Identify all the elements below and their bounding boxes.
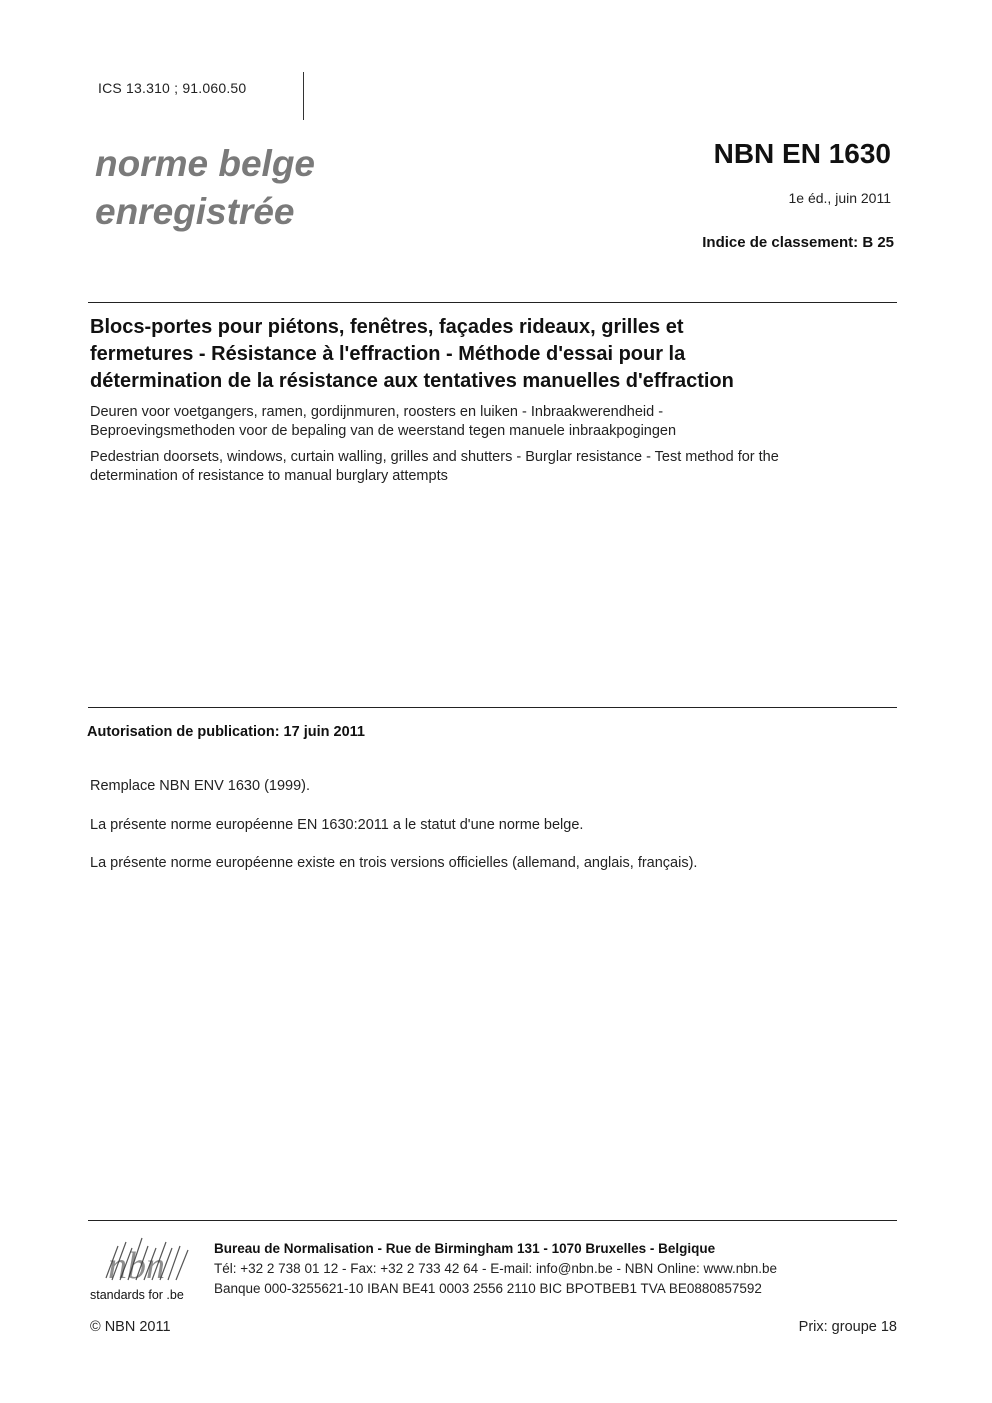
title-french xyxy=(90,314,890,395)
header-divider xyxy=(303,72,304,120)
nbn-logo-graphic xyxy=(88,1228,198,1304)
publication-rule xyxy=(88,707,897,708)
title-dutch-line-2: Beproevingsmethoden voor de bepaling van de weerstand tegen manuele inbraakpogingen xyxy=(90,423,677,439)
classification-index: Indice de classement: B 25 xyxy=(702,234,894,251)
logo-letters: nbn xyxy=(108,1245,165,1287)
nbn-logo xyxy=(88,1228,198,1304)
contact-info: Tél: +32 2 738 01 12 - Fax: +32 2 733 42 64 - E-mail: info@nbn.be - NBN Online: www.nbn.be xyxy=(214,1261,778,1276)
title-english xyxy=(90,448,890,486)
title-english-line-2: determination of resistance to manual burglary attempts xyxy=(90,468,448,484)
title-english-line-1: Pedestrian doorsets, windows, curtain walling, grilles and shutters - Burglar resistance - Test method for the xyxy=(90,449,779,465)
ics-code: ICS 13.310 ; 91.060.50 xyxy=(98,80,247,96)
title-top-rule xyxy=(88,302,897,303)
standard-number: NBN EN 1630 xyxy=(713,138,891,169)
norme-line-1: norme belge xyxy=(95,143,315,184)
norme-belge-label xyxy=(95,140,315,236)
copyright: © NBN 2011 xyxy=(90,1319,171,1335)
title-french-line-3: détermination de la résistance aux tentatives manuelles d'effraction xyxy=(90,370,734,392)
publication-authorization: Autorisation de publication: 17 juin 2011 xyxy=(87,724,365,740)
title-french-line-2: fermetures - Résistance à l'effraction - Méthode d'essai pour la xyxy=(90,343,686,365)
edition-date: 1e éd., juin 2011 xyxy=(788,190,891,206)
bank-info: Banque 000-3255621-10 IBAN BE41 0003 2556 2110 BIC BPOTBEB1 TVA BE0880857592 xyxy=(214,1281,762,1296)
bureau-address: Bureau de Normalisation - Rue de Birmingham 131 - 1070 Bruxelles - Belgique xyxy=(214,1241,716,1256)
replaces-note: Remplace NBN ENV 1630 (1999). xyxy=(90,778,311,794)
norme-line-2: enregistrée xyxy=(95,191,295,232)
status-note: La présente norme européenne EN 1630:2011 a le statut d'une norme belge. xyxy=(90,817,584,833)
versions-note: La présente norme européenne existe en trois versions officielles (allemand, anglais, français). xyxy=(90,855,698,871)
logo-tagline: standards for .be xyxy=(90,1288,184,1302)
title-dutch-line-1: Deuren voor voetgangers, ramen, gordijnmuren, roosters en luiken - Inbraakwerendheid - xyxy=(90,404,664,420)
title-french-line-1: Blocs-portes pour piétons, fenêtres, façades rideaux, grilles et xyxy=(90,316,684,338)
price-group: Prix: groupe 18 xyxy=(798,1319,897,1335)
footer-rule xyxy=(88,1220,897,1221)
title-dutch xyxy=(90,403,890,441)
